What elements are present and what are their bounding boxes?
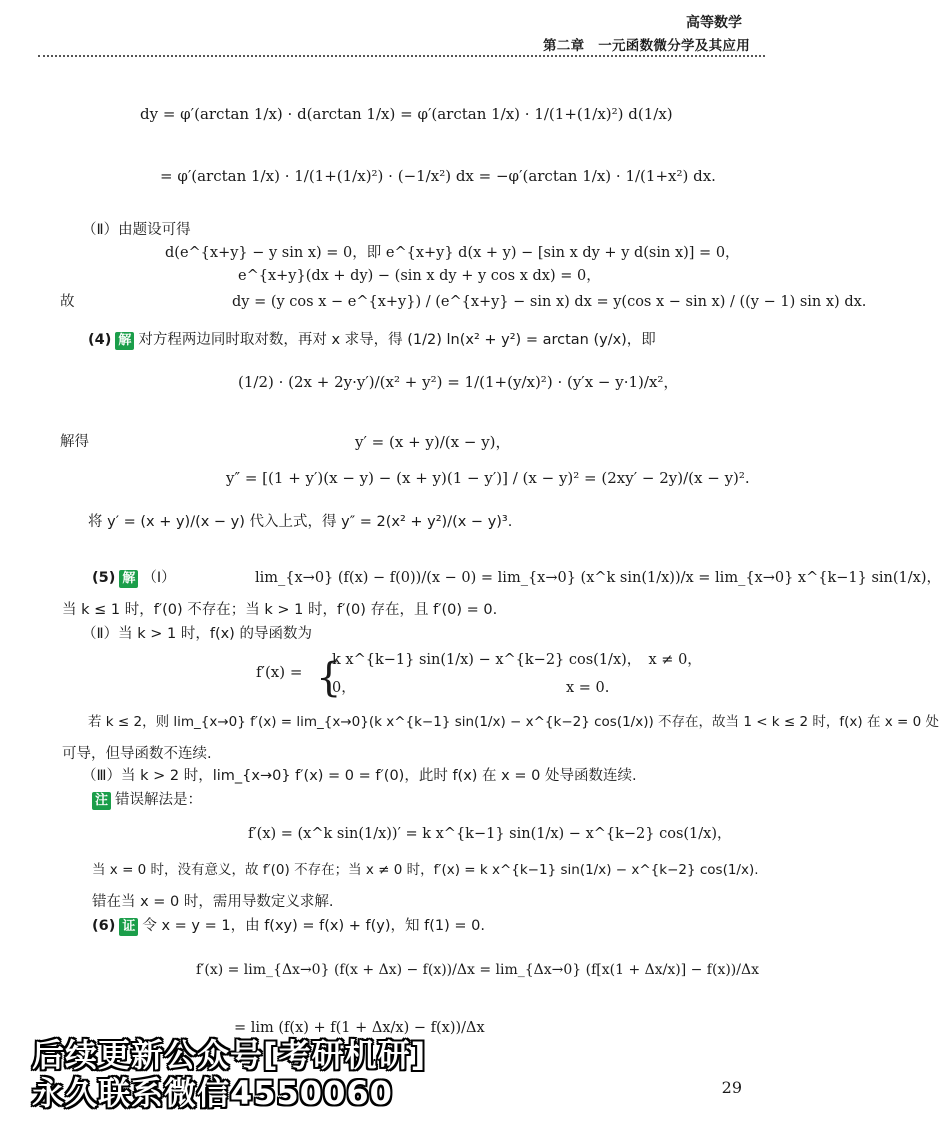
problem-4-equation-2: y′ = (x + y)/(x − y)， <box>355 433 511 451</box>
problem-5-text-5: （Ⅲ）当 k > 2 时，lim_{x→0} f′(x) = 0 = f′(0)，此时 f(x) 在 x = 0 处导函数连续. <box>82 768 637 784</box>
page-number: 29 <box>721 1078 742 1097</box>
problem-5-text-1: 当 k ≤ 1 时，f′(0) 不存在；当 k > 1 时，f′(0) 存在，且 f′(0) = 0. <box>62 602 498 618</box>
problem-4-line <box>88 330 656 350</box>
problem-6-text: 令 x = y = 1，由 f(xy) = f(x) + f(y)，知 f(1) = 0. <box>142 918 485 934</box>
problem-6-equation-1: f′(x) = lim_{Δx→0} (f(x + Δx) − f(x))/Δx = lim_{Δx→0} (f[x(1 + Δx/x)] − f(x))/Δx <box>196 962 759 978</box>
note-equation: f′(x) = (x^k sin(1/x))′ = k x^{k−1} sin(1/x) − x^{k−2} cos(1/x)， <box>248 826 732 842</box>
gu-word: 故 <box>60 294 75 310</box>
problem-4-label: (4) <box>88 332 112 348</box>
jiede-word: 解得 <box>60 434 89 450</box>
watermark-line-2: 永久联系微信4550060 <box>32 1074 393 1112</box>
solution-badge: 解 <box>119 570 138 588</box>
problem-5-part-i <box>92 568 176 588</box>
part-ii-equation-3: dy = (y cos x − e^{x+y}) / (e^{x+y} − sin x) dx = y(cos x − sin x) / ((y − 1) sin x) dx. <box>232 294 867 310</box>
problem-5-text-4: 可导，但导函数不连续. <box>62 746 212 762</box>
problem-5-label: (5) <box>92 570 116 586</box>
problem-6-equation-2: = lim (f(x) + f(1 + Δx/x) − f(x))/Δx <box>234 1020 485 1036</box>
piecewise-lhs: f′(x) = <box>256 663 303 681</box>
running-header-chapter: 第二章 一元函数微分学及其应用 <box>543 38 750 54</box>
problem-4-substitution: 将 y′ = (x + y)/(x − y) 代入上式，得 y″ = 2(x² + y²)/(x − y)³. <box>88 514 513 530</box>
note-line <box>88 790 202 810</box>
dy-equation-line-1: dy = φ′(arctan 1/x) · d(arctan 1/x) = φ′(arctan 1/x) · 1/(1+(1/x)²) d(1/x) <box>140 105 673 123</box>
problem-5-text-2: （Ⅱ）当 k > 1 时，f(x) 的导函数为 <box>82 626 312 642</box>
note-badge: 注 <box>92 792 111 810</box>
piecewise-case-1: k x^{k−1} sin(1/x) − x^{k−2} cos(1/x)， x ≠ 0， <box>332 652 702 668</box>
problem-5-text-3: 若 k ≤ 2，则 lim_{x→0} f′(x) = lim_{x→0}(k x^{k−1} sin(1/x) − x^{k−2} cos(1/x)) 不存在，故当 1 < k ≤ 2 时，f(x) 在 x = 0 处 <box>88 714 940 730</box>
problem-6-label: (6) <box>92 918 116 934</box>
solution-badge: 解 <box>115 332 134 350</box>
part-ii-intro: （Ⅱ）由题设可得 <box>82 222 191 238</box>
problem-5-equation-1: lim_{x→0} (f(x) − f(0))/(x − 0) = lim_{x→0} (x^k sin(1/x))/x = lim_{x→0} x^{k−1} sin(1/x)， <box>255 570 941 586</box>
note-text: 错误解法是： <box>115 792 203 808</box>
problem-4-equation-3: y″ = [(1 + y′)(x − y) − (x + y)(1 − y′)] / (x − y)² = (2xy′ − 2y)/(x − y)². <box>226 469 750 487</box>
part-ii-equation-1: d(e^{x+y} − y sin x) = 0，即 e^{x+y} d(x + y) − [sin x dy + y d(sin x)] = 0， <box>165 245 740 261</box>
note-text-3: 错在当 x = 0 时，需用导数定义求解. <box>92 894 334 910</box>
note-text-2: 当 x = 0 时，没有意义，故 f′(0) 不存在；当 x ≠ 0 时，f′(x) = k x^{k−1} sin(1/x) − x^{k−2} cos(1/x). <box>92 862 759 878</box>
running-header-book-title: 高等数学 <box>686 15 742 31</box>
header-dotted-rule <box>38 55 765 57</box>
dy-equation-line-2: = φ′(arctan 1/x) · 1/(1+(1/x)²) · (−1/x²) dx = −φ′(arctan 1/x) · 1/(1+x²) dx. <box>160 167 716 185</box>
watermark-line-1: 后续更新公众号[考研机研] <box>32 1036 427 1074</box>
part-i-tag: （Ⅰ） <box>142 570 176 586</box>
part-ii-equation-2: e^{x+y}(dx + dy) − (sin x dy + y cos x dx) = 0， <box>238 268 601 284</box>
piecewise-case-2: 0， x = 0. <box>332 680 610 696</box>
problem-4-text: 对方程两边同时取对数，再对 x 求导，得 (1/2) ln(x² + y²) = arctan (y/x)，即 <box>138 332 656 348</box>
piecewise-brace: { <box>316 655 342 701</box>
proof-badge: 证 <box>119 918 138 936</box>
problem-4-equation-1: (1/2) · (2x + 2y·y′)/(x² + y²) = 1/(1+(y/x)²) · (y′x − y·1)/x²， <box>238 373 679 391</box>
problem-6-line <box>92 916 485 936</box>
